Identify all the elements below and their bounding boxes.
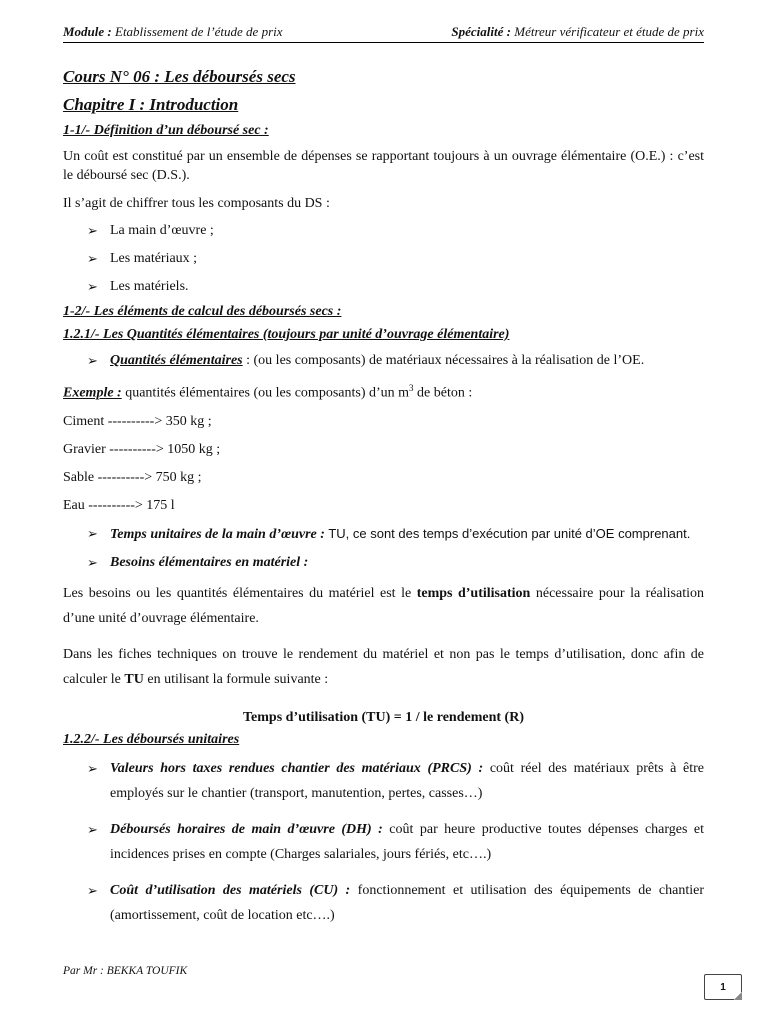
example-text: quantités élémentaires (ou les composants) d’un m xyxy=(121,385,410,401)
example-tail: de béton : xyxy=(413,385,473,401)
chapter-title: Chapitre I : Introduction xyxy=(63,95,239,114)
header-specialite xyxy=(451,24,704,40)
fiches-paragraph: Dans les fiches techniques on trouve le rendement du matériel et non pas le temps d’utilisation, donc afin de calculer le TU en utilisant la formule suivante : xyxy=(63,646,704,687)
tu-text: TU, ce sont des temps d’exécution par unité d’OE comprenant. xyxy=(324,525,691,541)
material-line: Sable ----------> 750 kg ; xyxy=(63,469,202,485)
example-paragraph xyxy=(63,379,704,403)
list-item: ➢ Les matériels. xyxy=(87,279,189,294)
qe-text: : (ou les composants) de matériaux nécessaires à la réalisation de l’OE. xyxy=(242,353,645,368)
section-1-2-heading: 1-2/- Les éléments de calcul des déboursés secs : xyxy=(63,304,342,319)
unit-costs-list xyxy=(63,756,704,928)
arrow-bullet-icon: ➢ xyxy=(87,353,98,368)
header-specialite-value: Métreur vérificateur et étude de prix xyxy=(514,24,704,39)
ds-components-list xyxy=(63,221,704,296)
section-1-2-2-heading: 1.2.2/- Les déboursés unitaires xyxy=(63,731,240,747)
list-item: ➢ Valeurs hors taxes rendues chantier des matériaux (PRCS) : coût réel des matériaux prêts à être employés sur le chantier (transport, manutention, pertes, casses…) xyxy=(63,756,704,806)
list-item xyxy=(63,351,704,370)
arrow-bullet-icon: ➢ xyxy=(87,525,98,541)
material-line: Ciment ----------> 350 kg ; xyxy=(63,413,212,429)
section-1-1-heading: 1-1/- Définition d’un déboursé sec : xyxy=(63,123,269,138)
qe-list xyxy=(63,351,704,370)
course-title: Cours N° 06 : Les déboursés secs xyxy=(63,67,296,86)
be-paragraph: Les besoins ou les quantités élémentaires du matériel est le temps d’utilisation nécessaire pour la réalisation d’une unité d’ouvrage élémentaire. xyxy=(63,585,704,626)
material-line: Gravier ----------> 1050 kg ; xyxy=(63,441,221,457)
footer-author: Par Mr : BEKKA TOUFIK xyxy=(63,965,188,977)
arrow-bullet-icon: ➢ xyxy=(87,251,98,266)
page-curl-icon xyxy=(734,992,742,1000)
header-module-value: Etablissement de l’étude de prix xyxy=(115,24,283,39)
arrow-bullet-icon: ➢ xyxy=(87,760,98,776)
be-bold-term: temps d’utilisation xyxy=(416,585,531,601)
be-term: Besoins élémentaires en matériel : xyxy=(110,554,309,570)
list-item: ➢ Les matériaux ; xyxy=(87,251,198,266)
section-1-2-1-heading: 1.2.1/- Les Quantités élémentaires (toujours par unité d’ouvrage élémentaire) xyxy=(63,327,510,342)
fiches-bold-term: TU xyxy=(124,671,144,687)
arrow-bullet-icon: ➢ xyxy=(87,882,98,898)
header-module-label: Module : xyxy=(63,24,112,39)
tu-be-list xyxy=(63,524,704,572)
example-label: Exemple : xyxy=(63,385,122,401)
material-line: Eau ----------> 175 l xyxy=(63,497,175,513)
ds-components-lead: Il s’agit de chiffrer tous les composants du DS : xyxy=(63,196,330,211)
arrow-bullet-icon: ➢ xyxy=(87,554,98,570)
tu-term: Temps unitaires de la main d’œuvre : xyxy=(110,526,325,542)
example-sup: 3 xyxy=(409,383,414,393)
list-item: ➢ Coût d’utilisation des matériels (CU) : fonctionnement et utilisation des équipements de chantier (amortissement, coût de location etc….) xyxy=(63,878,704,928)
arrow-bullet-icon: ➢ xyxy=(87,821,98,837)
arrow-bullet-icon: ➢ xyxy=(87,279,98,294)
page-number: 1 xyxy=(720,981,726,993)
tu-formula: Temps d’utilisation (TU) = 1 / le rendement (R) xyxy=(243,709,524,725)
ds-definition-paragraph: Un coût est constitué par un ensemble de dépenses se rapportant toujours à un ouvrage élémentaire (O.E.) : c’est le déboursé sec (D.S.). xyxy=(63,149,704,183)
page-header xyxy=(63,24,704,43)
document-page xyxy=(63,24,704,928)
list-item xyxy=(63,524,704,544)
list-item: ➢ La main d’œuvre ; xyxy=(87,223,214,238)
page-number-badge xyxy=(704,974,742,1000)
list-item: ➢ Déboursés horaires de main d’œuvre (DH) : coût par heure productive toutes dépenses charges et incidences prises en compte (Charges salariales, jours fériés, etc….) xyxy=(63,817,704,867)
qe-term: Quantités élémentaires xyxy=(110,353,243,368)
list-item xyxy=(63,553,704,572)
header-module xyxy=(63,24,283,40)
arrow-bullet-icon: ➢ xyxy=(87,223,98,238)
header-specialite-label: Spécialité : xyxy=(451,24,511,39)
